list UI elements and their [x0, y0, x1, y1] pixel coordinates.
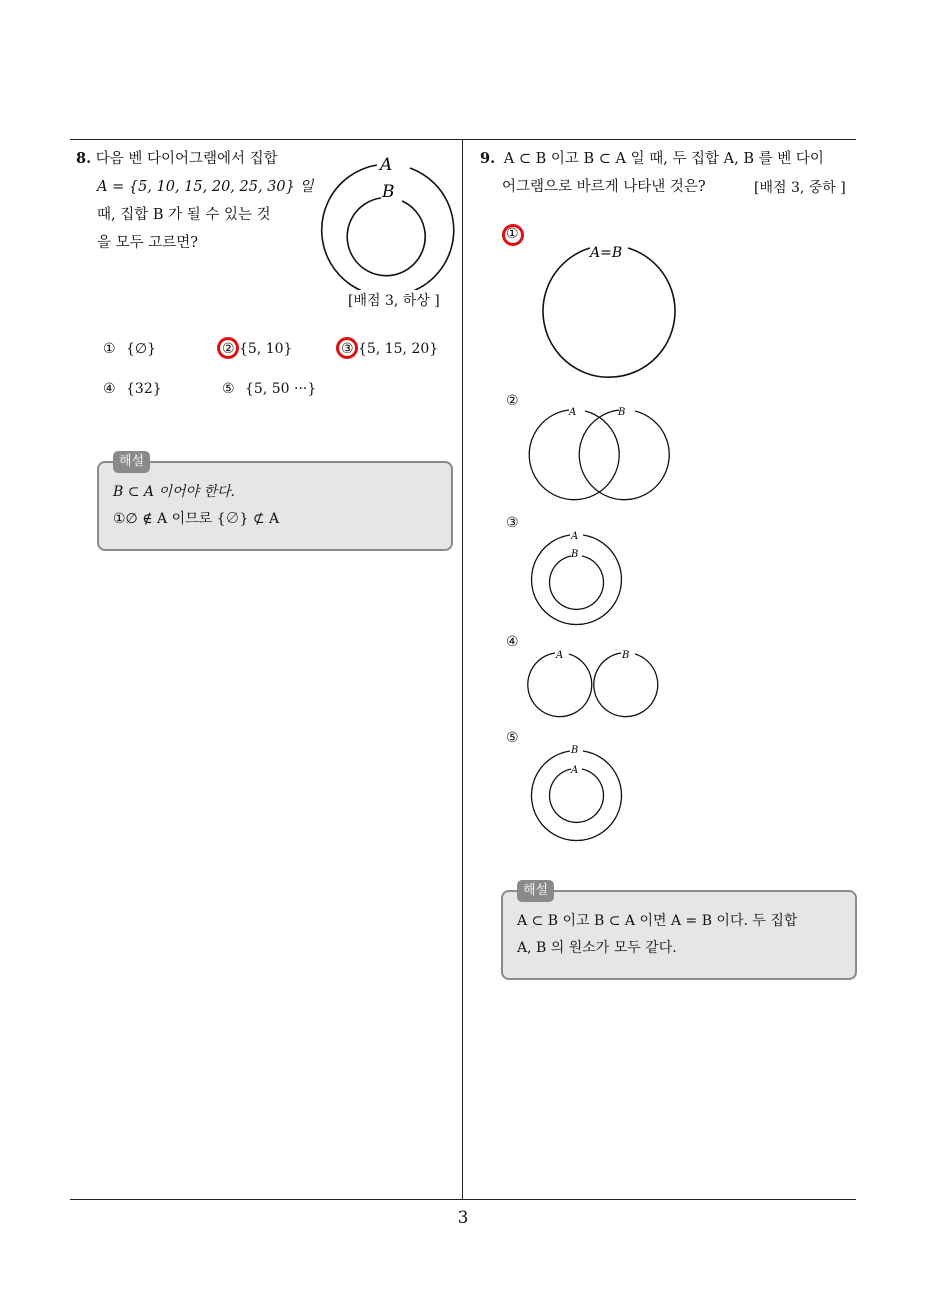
- outer-set-label: B: [571, 745, 579, 756]
- option-3-text: {5, 15, 20}: [358, 341, 439, 357]
- q9-option-3-diagram[interactable]: [525, 526, 625, 626]
- q9-option-4-mark[interactable]: ④: [506, 634, 519, 650]
- option-2-text: {5, 10}: [239, 341, 293, 357]
- q9-solution-tag: 해설: [517, 880, 554, 902]
- q9-line-1: [480, 145, 824, 173]
- q9-option-2-diagram[interactable]: [525, 402, 675, 506]
- set-a-circle: [529, 410, 619, 500]
- q9-solution-box: [501, 890, 857, 980]
- q8-option-5[interactable]: [222, 381, 316, 397]
- q9-option-1-diagram[interactable]: [530, 236, 690, 386]
- bottom-rule: [70, 1199, 856, 1200]
- q9-text-1: A ⊂ B 이고 B ⊂ A 일 때, 두 집합 A, B 를 벤 다이: [503, 151, 824, 167]
- q8-score: [배점 3, 하상 ]: [348, 293, 440, 309]
- q9-score: [배점 3, 중하 ]: [754, 180, 846, 196]
- option-5-text: {5, 50 ···}: [245, 381, 317, 397]
- inner-set-label: A: [571, 765, 579, 776]
- option-3-mark: ③: [341, 341, 354, 357]
- q8-option-1[interactable]: [103, 341, 156, 357]
- q9-option-5-mark[interactable]: ⑤: [506, 730, 519, 746]
- q8-solution-box: [97, 461, 453, 551]
- inner-set-circle: [550, 556, 604, 609]
- outer-set-label: A: [571, 531, 579, 542]
- option-4-mark: ④: [103, 381, 116, 397]
- q9-option-3-mark[interactable]: ③: [506, 515, 519, 531]
- q9-option-4-diagram[interactable]: [525, 645, 665, 721]
- inner-set-circle: [347, 198, 425, 276]
- inner-set-circle: [550, 769, 604, 822]
- top-rule: [70, 139, 856, 140]
- q9-line-2: 어그램으로 바르게 나타낸 것은?: [502, 179, 706, 195]
- q9-number: 9.: [480, 150, 496, 167]
- set-b-circle: [594, 653, 658, 717]
- set-b-label: B: [622, 650, 630, 661]
- column-divider: [462, 139, 463, 1200]
- q9-solution-line-1: A ⊂ B 이고 B ⊂ A 이면 A = B 이다. 두 집합: [517, 913, 798, 929]
- option-1-mark: ①: [103, 341, 116, 357]
- q9-answer-mark-1: [502, 224, 524, 246]
- q8-answer-mark-3: [336, 337, 358, 359]
- q8-solution-line-2: ①∅ ∉ A 이므로 {∅} ⊄ A: [113, 511, 280, 527]
- q8-answer-mark-2: [217, 337, 239, 359]
- inner-set-label: B: [571, 549, 579, 560]
- page-number: 3: [457, 1208, 469, 1228]
- q8-solution-line-1: B ⊂ A 이어야 한다.: [113, 484, 235, 500]
- q8-number: 8.: [76, 150, 92, 167]
- option-5-mark: ⑤: [222, 381, 235, 397]
- q8-line-2: A = {5, 10, 15, 20, 25, 30} 일: [97, 179, 314, 195]
- option-4-text: {32}: [126, 381, 162, 397]
- q9-option-1-mark[interactable]: ①: [506, 226, 519, 242]
- q9-option-2-mark[interactable]: ②: [506, 393, 519, 409]
- q8-line-3: 때, 집합 B 가 될 수 있는 것: [97, 207, 271, 223]
- set-b-label: B: [618, 407, 626, 418]
- outer-set-label: A: [380, 155, 393, 175]
- set-a-label: A: [569, 407, 577, 418]
- inner-set-label: B: [382, 182, 395, 202]
- equal-sets-label: A=B: [590, 245, 623, 261]
- q8-line-4: 을 모두 고르면?: [97, 235, 199, 251]
- q8-option-4[interactable]: [103, 381, 162, 397]
- q8-text-1: 다음 벤 다이어그램에서 집합: [95, 151, 278, 167]
- set-a-circle: [528, 653, 592, 717]
- q9-option-5-diagram[interactable]: [525, 742, 625, 842]
- q8-line-1: [76, 145, 278, 173]
- q8-venn-diagram: [310, 150, 460, 290]
- option-2-mark: ②: [222, 341, 235, 357]
- q8-solution-tag: 해설: [113, 451, 150, 473]
- set-a-label: A: [556, 650, 564, 661]
- option-1-text: {∅}: [126, 341, 157, 357]
- single-set-circle: [543, 248, 675, 377]
- set-b-circle: [579, 410, 669, 500]
- q9-solution-line-2: A, B 의 원소가 모두 같다.: [517, 940, 677, 956]
